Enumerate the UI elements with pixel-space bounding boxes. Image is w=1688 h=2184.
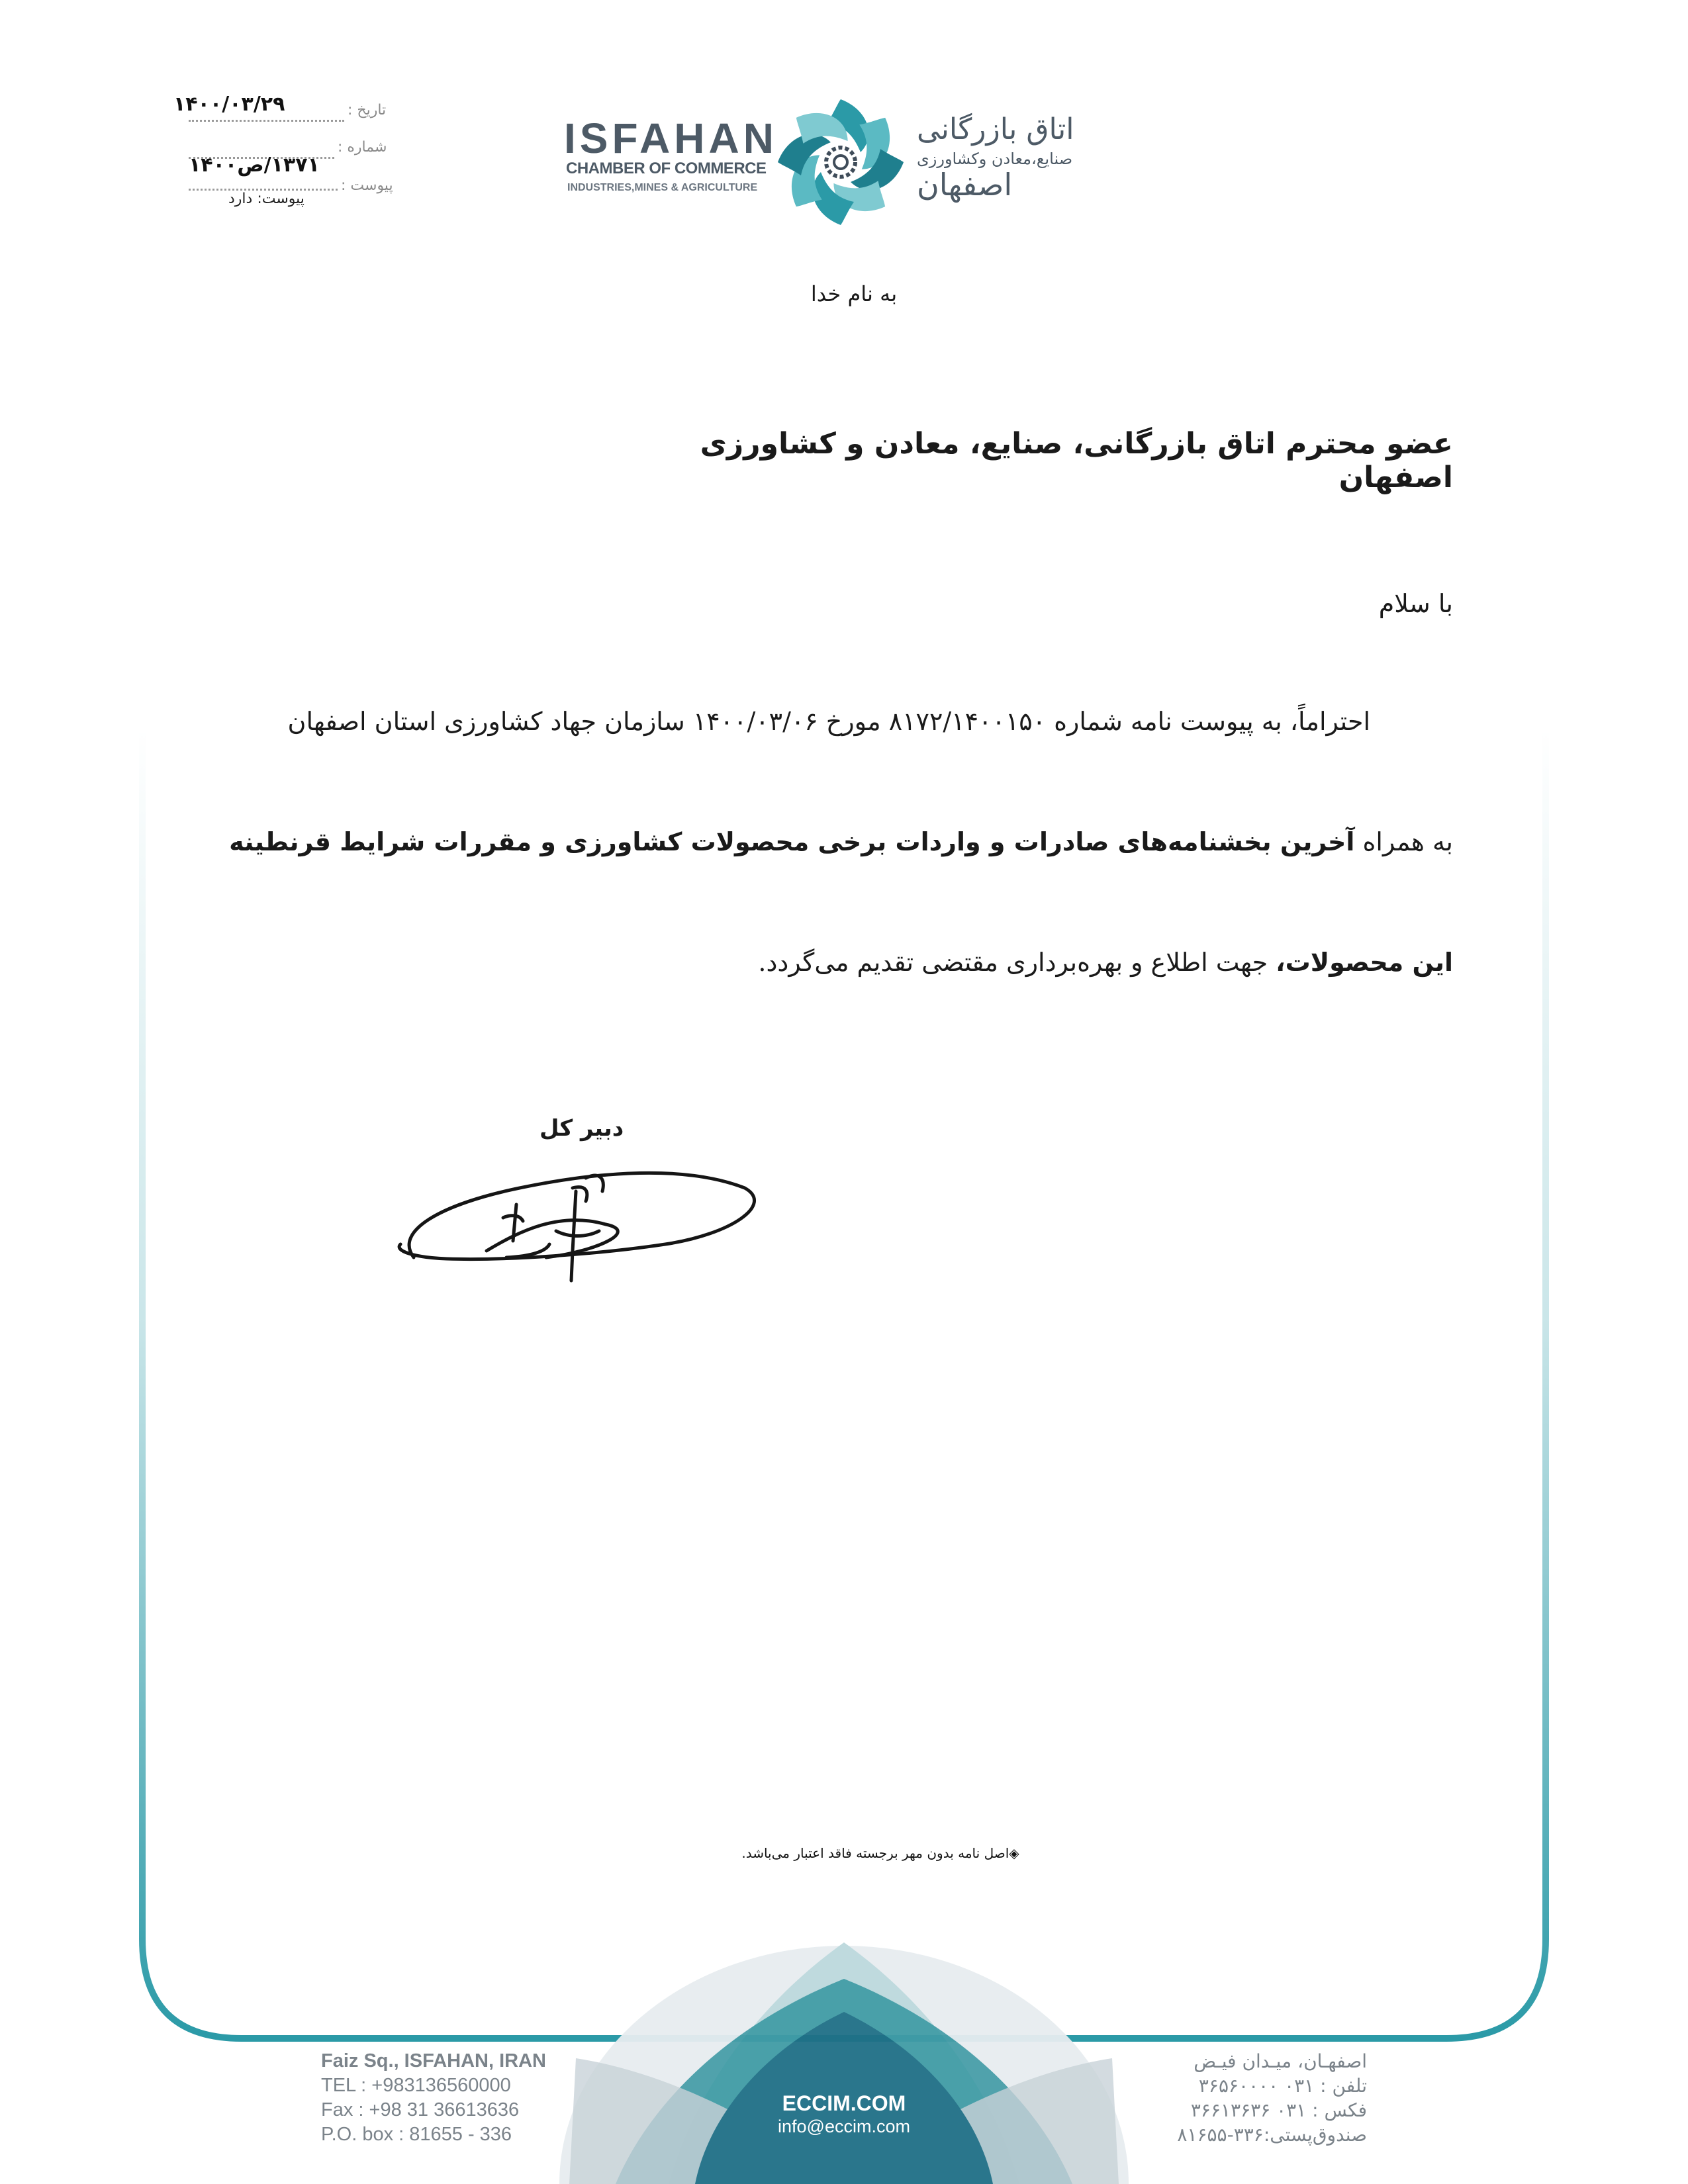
recipient: عضو محترم اتاق بازرگانی، صنایع، معادن و کشاورزی اصفهان — [700, 427, 1453, 494]
greeting: با سلام — [1378, 589, 1453, 618]
signature-icon — [387, 1152, 758, 1297]
footer-emblem — [559, 1942, 1129, 2184]
attachment-label: پیوست : — [341, 177, 393, 194]
footer-website-link[interactable]: ECCIM.COM — [782, 2091, 906, 2115]
footer-en-pobox: P.O. box : 81655 - 336 — [321, 2124, 512, 2145]
footer-fa-tel: تلفن : ۰۳۱ ۳۶۵۶۰۰۰۰ — [1198, 2075, 1367, 2097]
chamber-emblem-icon — [774, 96, 907, 228]
footer-fa-pobox: صندوق‌پستی:۳۳۶-۸۱۶۵۵ — [1177, 2124, 1367, 2146]
body-line-2-plain: به همراه — [1354, 827, 1453, 856]
body-line-1: احتراماً، به پیوست نامه شماره ۸۱۷۲/۱۴۰۰۱۵۰ مورخ ۱۴۰۰/۰۳/۰۶ سازمان جهاد کشاورزی استان اصفهان — [287, 707, 1370, 736]
footer-fa-address: اصفهـان، میـدان فیـض — [1194, 2050, 1367, 2072]
body-line-3 — [662, 948, 1453, 977]
footer-fa-fax: فکس : ۰۳۱ ۳۶۶۱۳۶۳۶ — [1190, 2099, 1367, 2121]
body-line-3-bold: این محصولات، — [1276, 948, 1453, 977]
logo-fa-line3: اصفهان — [917, 167, 1013, 203]
logo-en-line2: INDUSTRIES,MINES & AGRICULTURE — [567, 182, 758, 193]
date-dots — [189, 120, 344, 122]
body-line-3-plain: جهت اطلاع و بهره‌برداری مقتضی تقدیم می‌گردد. — [758, 948, 1276, 977]
logo-en-title: ISFAHAN — [564, 114, 778, 162]
logo-fa-line1: اتاق بازرگانی — [917, 113, 1074, 146]
footer-en-fax: Fax : +98 31 36613636 — [321, 2099, 520, 2120]
footer-en-contact — [321, 2049, 546, 2147]
stamp-validity-note: ◈اصل نامه بدون مهر برجسته فاقد اعتبار می‌باشد. — [741, 1845, 1019, 1861]
date-label: تاریخ : — [348, 102, 387, 118]
logo-fa-line2: صنایع،معادن وکشاورزی — [917, 150, 1073, 168]
logo-en-line1: CHAMBER OF COMMERCE — [566, 159, 767, 177]
footer-email-link[interactable]: info@eccim.com — [778, 2116, 910, 2136]
body-line-2 — [229, 827, 1453, 856]
date-value: ۱۴۰۰/۰۳/۲۹ — [173, 93, 285, 116]
number-value: ۱۳۷۱/ص۱۴۰۰ — [189, 154, 320, 177]
footer-en-address: Faiz Sq., ISFAHAN, IRAN — [321, 2050, 546, 2071]
signature-title: دبیر کل — [539, 1115, 624, 1142]
basmala: به نام خدا — [810, 281, 898, 306]
attachment-value: پیوست: دارد — [228, 191, 305, 207]
footer-fa-contact — [1072, 2049, 1367, 2147]
body-line-2-bold: آخرین بخشنامه‌های صادرات و واردات برخی محصولات کشاورزی و مقررات شرایط قرنطینه — [229, 827, 1355, 856]
number-label: شماره : — [338, 139, 387, 156]
footer-en-tel: TEL : +983136560000 — [321, 2075, 511, 2096]
